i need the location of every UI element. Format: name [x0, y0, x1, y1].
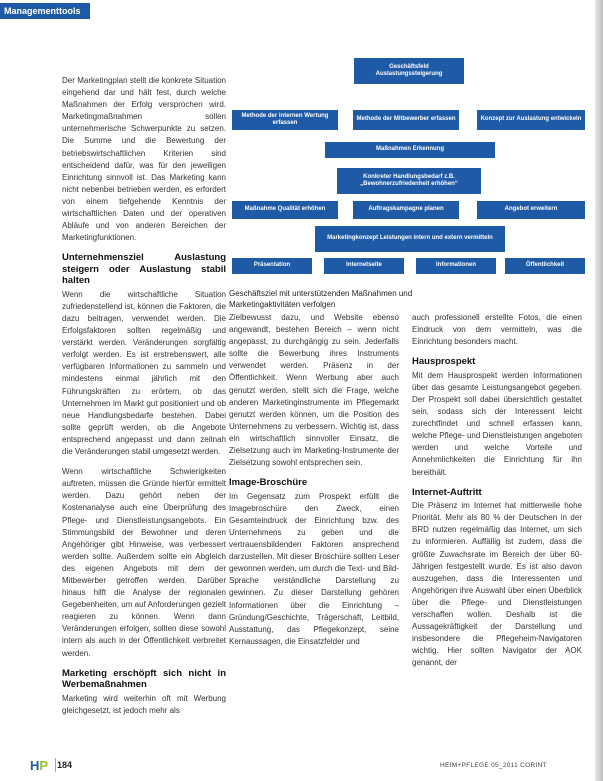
right-paragraph-3: Die Präsenz im Internet hat mittlerweile hohe Priorität. Mehr als 80 % der Deutschen in der BRD nutzen regelmäßig das Internet, um sich zu informieren. Auffällig ist zudem, dass die größte Zuwachsrate im Bereich der über 60-Jährigen festgestellt wurde. Es ist also davon auszugehen, dass die Interessenten und Angehörigen ihre Auswahl über einen Überblick über die Pflege- und Dienstleistungen verschaffen wollen. Deshalb ist die Aussagekräftigkeit der Darstellung und insbesondere die Pflegeheim-Navigatoren wichtig. Hier sollten Navigator der AOK genannt, der [412, 501, 582, 668]
right-paragraph-2: Mit dem Hausprospekt werden Informationen über das gesamte Leistungsangebot gegeben. Der Prospekt soll dabei übersichtlich gestaltet sein, sodass sich der Interessent leicht zurechtfindet und schnell erfassen kann, welche Pflege- und Dienstleistungen angeboten werden und welche Vorteile und Annehmlichkeiten die Einrichtung für ihn bereithält. [412, 370, 582, 477]
diagram-caption: Geschäftsziel mit unterstützenden Maßnahmen und Marketingaktivitäten verfolgen [229, 289, 413, 309]
diagram-row1-box-1: Methode der internen Wertung erfassen [232, 110, 338, 130]
diagram-row2-box: Maßnahmen Erkennung [325, 142, 495, 158]
middle-column [229, 312, 399, 656]
footer-source: HEIM+PFLEGE 05_2011 CORINT [440, 762, 547, 769]
footer-divider [55, 758, 56, 772]
diagram-row1-box-3: Konzept zur Auslastung entwickeln [477, 110, 585, 130]
section-tab: Managementtools [0, 3, 90, 19]
middle-paragraph-1: Zielbewusst dazu, und Website ebenso angewandt, bestehen Bereich – wenn nicht angepasst, zu durchgängig zu sein. Jederfalls sollte die Bewerbung ihres Instruments verwendet werden. Präsenz in der Öffentlichkeit. Wenn Werbung aber auch genutzt werden, stellt sich die Frage, welche anderen Marketinginstrumente im Pflegemarkt genutzt werden können, um die Position des Unternehmens zu verbessern. Wichtig ist, dass ein wirtschaftlich sinnvoller Einsatz, die Zielsetzung auch im Marketing-Instrumente der Zielsetzung sowohl entsprechen sein. [229, 313, 399, 468]
footer-logo [30, 758, 48, 773]
footer-logo-left: H [30, 758, 40, 773]
process-diagram [229, 58, 591, 280]
heading-marketing: Marketing erschöpft sich nicht in Werbemaßnahmen [62, 667, 226, 691]
left-paragraph-2: Wenn wirtschaftliche Schwierigkeiten auftreten, müssen die Gründe hierfür ermittelt werden. Dazu gehört neben der Kostenanalyse auch eine Überprüfung des Pflege- und Dienstleistungsangebots. Ein Stimmungsbild der Bewohner und deren Angehöriger gibt Hinweise, was verbessert werden sollte. Außerdem sollte ein Abgleich des eigenen Angebots mit dem der Mitbewerber getroffen werden. Darüber hinaus hilft die Analyse der regionalen Gegebenheiten, um auf Anforderungen gezielt reagieren zu können. Wenn dann Veränderungen erfolgen, sollten diese sowohl intern als auch in der Öffentlichkeit verbreitet werden. [62, 467, 226, 658]
page-number: 184 [57, 760, 73, 770]
diagram-row3-box: Konkreter Handlungsbedarf z.B. „Bewohnerzufriedenheit erhöhen“ [337, 168, 481, 194]
left-paragraph-3: Marketing wird weiterhin oft mit Werbung gleichgesetzt, ist jedoch mehr als [62, 693, 226, 715]
heading-image-broschuere: Image-Broschüre [229, 477, 308, 489]
diagram-row6-box-2: Internetseite [324, 258, 404, 274]
diagram-row5-box: Marketingkonzept Leistungen intern und extern vermitteln [315, 226, 505, 252]
left-paragraph-1: Wenn die wirtschaftliche Situation zufriedenstellend ist, können die Faktoren, die dazu beitragen, verwendet werden. Die Erfolgsfaktoren sollten regelmäßig und verstärkt werden. Veränderungen sorgfältig verfolgt werden. Es ist erstrebenswert, alle verfügbaren Informationen zu sammeln und mindestens einmal jährlich mit den Führungskräften zu erörtern, ob das Unternehmen im Markt gut positioniert und ob neue Handlungsbedarfe bestehen. Dabei sollte geprüft werden, ob die Angebote entsprechend angepasst und dann zeitnah die Veränderungen stabil umgesetzt werden. [62, 289, 226, 457]
diagram-top-box: Geschäftsfeld Auslastungssteigerung [354, 58, 464, 84]
heading-hausprospekt: Hausprospekt [412, 356, 476, 368]
left-column [62, 75, 226, 725]
heading-internet-auftritt: Internet-Auftritt [412, 486, 482, 498]
diagram-row4-box-1: Maßnahme Qualität erhöhen [232, 201, 338, 219]
middle-paragraph-2: Im Gegensatz zum Prospekt erfüllt die Imagebroschüre den Zweck, einen Gesamteindruck der Einrichtung bzw. des Unternehmens zu geben und die vertrauensbildenden Faktoren ansprechend darzustellen. Mit dieser Broschüre sollten Leser gewonnen werden, um durch die Text- und Bild-Sprache verständliche Darstellung zu gewinnen. Zu dieser Darstellung gehören Informationen über die Einrichtung – Gründung/Geschichte, Trägerschaft, Leitbild, Ausstattung, das Pflegekonzept, seine Kernaussagen, die Einsatzfelder und [229, 491, 399, 646]
diagram-row6-box-3: Informationen [416, 258, 496, 274]
page-edge-shadow [595, 0, 603, 781]
heading-unternehmensziel: Unternehmensziel Auslastung steigern oder Auslastung stabil halten [62, 252, 226, 287]
right-column [412, 312, 582, 677]
diagram-row1-box-2: Methode der Mitbewerber erfassen [353, 110, 459, 130]
right-paragraph-1: auch professionell erstellte Fotos, die einen Eindruck von dem vermitteln, was die Einrichtung besonders macht. [412, 313, 582, 347]
diagram-row6-box-4: Öffentlichkeit [505, 258, 585, 274]
footer-logo-right: P [39, 758, 49, 773]
diagram-row6-box-1: Präsentation [232, 258, 312, 274]
diagram-row4-box-2: Auftragskampagne planen [353, 201, 459, 219]
diagram-row4-box-3: Angebot erweitern [477, 201, 585, 219]
left-intro-paragraph: Der Marketingplan stellt die konkrete Situation eingehend dar und hält fest, durch welche Maßnahmen der Erfolg versprochen wird. Marketingmaßnahmen sollen unternehmerische Schwerpunkte zu setzen. Die Summe und die Bewertung der betriebswirtschaftlichen Kriterien sind entscheidend dafür, was für den jeweiligen Einrichtung sinnvoll ist. Das Marketing kann nicht nebenbei betrieben werden, es erfordert von einem tiefgehende Kenntnis der wirtschaftlichen Daten und der operativen Abläufe und von anderen Bereichen der Marketingfunktionen. [62, 76, 226, 243]
